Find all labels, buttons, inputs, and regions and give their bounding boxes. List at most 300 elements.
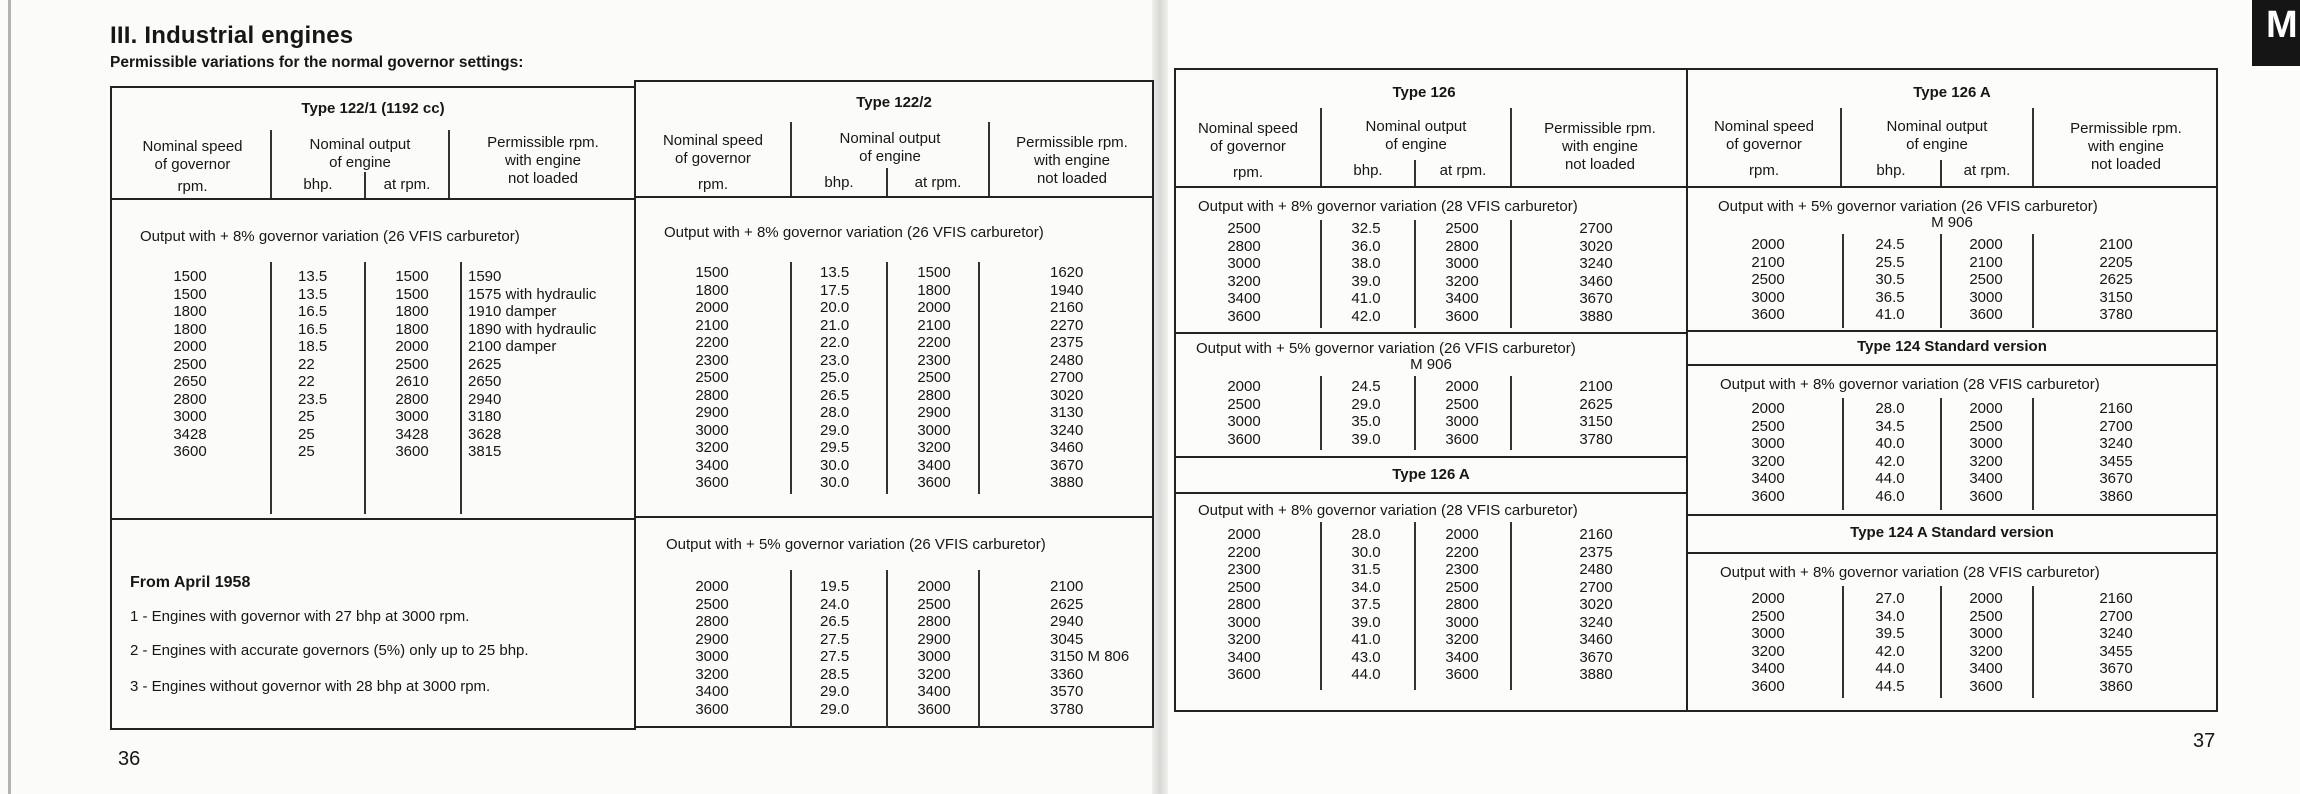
column-bhp	[820, 264, 880, 492]
table-cell: 3600	[1969, 487, 2003, 505]
table-cell: 2500	[1445, 395, 1479, 413]
table-cell: 25.0	[820, 369, 850, 386]
table-cell: 2100 damper	[468, 338, 557, 355]
governor-note-5: Output with + 5% governor variation (26 VFIS carburetor)	[666, 536, 1046, 553]
table-cell: 1500	[173, 285, 207, 303]
table-cell: 22.0	[820, 334, 850, 351]
header-nominal-speed: Nominal speed of governor	[1713, 118, 1815, 153]
table-cell: 3000	[695, 648, 729, 665]
table-cell: 3200	[917, 665, 951, 683]
table-cell: 3600	[395, 443, 429, 460]
table-cell: 23.0	[820, 351, 850, 369]
table-cell: 3600	[695, 700, 729, 718]
from-april-line-2: 2 - Engines with accurate governors (5%) only up to 25 bhp.	[130, 642, 529, 659]
table-cell: 3600	[1969, 677, 2003, 695]
column-speed	[1204, 220, 1284, 325]
table-cell: 2500	[1445, 220, 1479, 237]
table-cell: 3400	[1751, 470, 1785, 487]
header-nominal-output: Nominal output of engine	[309, 136, 411, 171]
table-cell: 2500	[1227, 220, 1261, 237]
table-cell: 1800	[173, 320, 207, 338]
table-cell: 1575 with hydraulic	[468, 285, 597, 303]
table-cell: 16.5	[298, 303, 328, 320]
column-bhp	[820, 578, 880, 718]
governor-note-5: Output with + 5% governor variation (26 VFIS carburetor)	[1718, 198, 2098, 215]
table-cell: 3240	[2099, 435, 2133, 452]
header-nominal-output: Nominal output of engine	[1886, 118, 1988, 153]
table-cell: 2200	[695, 334, 729, 351]
table-cell: 3780	[2099, 306, 2133, 323]
table-cell: 44.0	[1875, 660, 1905, 677]
table-cell: 18.5	[298, 338, 328, 355]
table-cell: 2000	[1969, 590, 2003, 607]
header-permissible-rpm: Permissible rpm. with engine not loaded	[2070, 120, 2182, 173]
table-cell: 3000	[1969, 625, 2003, 642]
section-heading: III. Industrial engines	[110, 22, 354, 49]
table-cell: 3428	[173, 425, 207, 443]
table-cell: 27.0	[1875, 590, 1905, 607]
table-cell: 30.0	[1351, 543, 1381, 561]
header-unit-bhp: bhp.	[1876, 162, 1906, 179]
table-cell: 1800	[695, 281, 729, 299]
table-cell: 3000	[917, 648, 951, 665]
table-cell: 29.0	[820, 683, 850, 700]
rule	[1174, 332, 1688, 334]
table-cell: 3200	[1969, 452, 2003, 470]
table-cell: 25.5	[1875, 253, 1905, 271]
table-cell: 46.0	[1875, 487, 1905, 505]
table-cell: 3780	[1050, 700, 1084, 718]
rule	[1686, 330, 2218, 332]
table-title: Type 124 Standard version	[1857, 338, 2047, 355]
table-cell: 2940	[468, 390, 502, 408]
column-speed	[1728, 400, 1808, 505]
column-speed	[672, 264, 752, 492]
table-cell: 3600	[1751, 677, 1785, 695]
table-cell: 2000	[1751, 236, 1785, 253]
table-cell: 2000	[695, 578, 729, 595]
header-unit-bhp: bhp.	[303, 176, 333, 193]
table-cell: 3240	[1050, 421, 1084, 439]
table-cell: 3428	[395, 425, 429, 443]
table-cell: 3815	[468, 443, 502, 460]
table-cell: 3000	[1227, 255, 1261, 272]
table-cell: 29.0	[820, 421, 850, 439]
rule	[1940, 234, 1942, 328]
column-permissible-rpm	[1050, 578, 1154, 718]
table-cell: 1890 with hydraulic	[468, 320, 597, 338]
table-cell: 2000	[1445, 526, 1479, 543]
table-cell: 36.5	[1875, 288, 1905, 306]
table-cell: 3600	[173, 443, 207, 460]
table-cell: 3600	[1969, 306, 2003, 323]
table-cell: 2900	[917, 630, 951, 648]
table-cell: 2000	[1227, 526, 1261, 543]
table-cell: 3455	[2099, 452, 2133, 470]
table-cell: 2800	[695, 613, 729, 630]
table-cell: 3000	[173, 408, 207, 425]
table-cell: 29.5	[820, 439, 850, 456]
table-cell: 20.0	[820, 299, 850, 316]
table-cell: 2800	[1227, 237, 1261, 255]
column-bhp	[1850, 400, 1930, 505]
rule	[634, 516, 1154, 518]
table-cell: 2200	[1445, 543, 1479, 561]
table-cell: 3400	[1751, 660, 1785, 677]
header-unit-bhp: bhp.	[1353, 162, 1383, 179]
table-cell: 2100	[917, 316, 951, 334]
table-cell: 2100	[2099, 236, 2133, 253]
table-cell: 3780	[1579, 430, 1613, 448]
table-cell: 42.0	[1351, 307, 1381, 325]
table-cell: 39.5	[1875, 625, 1905, 642]
table-cell: 25	[298, 443, 315, 460]
table-cell: 24.5	[1875, 236, 1905, 253]
governor-note-8: Output with + 8% governor variation (28 VFIS carburetor)	[1720, 376, 2100, 393]
table-cell: 3150 M 806	[1050, 648, 1130, 665]
governor-note: Output with + 8% governor variation (26 VFIS carburetor)	[140, 228, 520, 245]
table-cell: 39.0	[1351, 613, 1381, 631]
table-title: Type 126 A	[1392, 466, 1470, 483]
rule	[2032, 234, 2034, 328]
rule	[634, 196, 1154, 198]
table-cell: 2300	[1445, 561, 1479, 578]
rule	[1842, 398, 1844, 510]
column-at-rpm	[1422, 526, 1502, 684]
rule	[1686, 186, 2218, 188]
column-permissible-rpm	[2076, 236, 2156, 324]
header-unit-rpm: rpm.	[1749, 162, 1779, 179]
table-cell: 1940	[1050, 281, 1084, 299]
rule	[270, 262, 272, 514]
table-cell: 1800	[917, 281, 951, 299]
rule	[1174, 456, 1688, 458]
table-cell: 3020	[1579, 596, 1613, 613]
table-cell: 2650	[173, 373, 207, 390]
table-cell: 3400	[695, 683, 729, 700]
table-cell: 2000	[1969, 400, 2003, 417]
table-cell: 2800	[173, 390, 207, 408]
table-cell: 32.5	[1351, 220, 1381, 237]
table-cell: 28.0	[1875, 400, 1905, 417]
column-permissible-rpm	[1556, 220, 1636, 325]
table-cell: 2480	[1579, 561, 1613, 578]
table-cell: 28.0	[1351, 526, 1381, 543]
table-cell: 3200	[1227, 631, 1261, 648]
table-cell: 2500	[1969, 607, 2003, 625]
header-nominal-speed: Nominal speed of governor	[1197, 120, 1299, 155]
table-cell: 2500	[917, 369, 951, 386]
table-cell: 2500	[1445, 578, 1479, 596]
page-edge	[8, 0, 11, 794]
governor-note-8: Output with + 8% governor variation (28 VFIS carburetor)	[1720, 564, 2100, 581]
table-cell: 2000	[1751, 590, 1785, 607]
table-cell: 2700	[1579, 578, 1613, 596]
table-cell: 34.0	[1351, 578, 1381, 596]
table-cell: 29.0	[1351, 395, 1381, 413]
rule	[1510, 220, 1512, 328]
column-permissible-rpm	[2076, 590, 2156, 695]
table-cell: 3600	[1445, 666, 1479, 683]
table-cell: 3600	[695, 474, 729, 491]
table-cell: 3000	[1227, 613, 1261, 631]
table-cell: 42.0	[1875, 452, 1905, 470]
header-unit-at-rpm: at rpm.	[383, 176, 431, 193]
rule	[1686, 552, 2218, 554]
from-april-line-1: 1 - Engines with governor with 27 bhp at 3000 rpm.	[130, 608, 470, 625]
table-cell: 2160	[2099, 400, 2133, 417]
table-cell: 2700	[1050, 369, 1084, 386]
table-cell: 34.5	[1875, 417, 1905, 435]
table-cell: 2100	[695, 316, 729, 334]
table-cell: 3000	[1445, 413, 1479, 430]
rule	[886, 570, 888, 728]
table-cell: 2000	[695, 299, 729, 316]
table-cell: 1910 damper	[468, 303, 557, 320]
table-cell: 41.0	[1351, 631, 1381, 648]
column-speed	[672, 578, 752, 718]
table-cell: 1500	[695, 264, 729, 281]
table-title: Type 126 A	[1913, 84, 1991, 101]
column-at-rpm	[1946, 236, 2026, 324]
header-unit-at-rpm: at rpm.	[1439, 162, 1487, 179]
table-cell: 2300	[917, 351, 951, 369]
governor-note-5: Output with + 5% governor variation (26 VFIS carburetor)	[1196, 340, 1576, 357]
table-cell: 38.0	[1351, 255, 1381, 272]
table-cell: 2205	[2099, 253, 2133, 271]
table-cell: 31.5	[1351, 561, 1381, 578]
column-speed	[1728, 590, 1808, 695]
table-cell: 3200	[1445, 272, 1479, 290]
rule	[364, 262, 366, 514]
table-cell: 27.5	[820, 630, 850, 648]
column-bhp	[1850, 236, 1930, 324]
table-cell: 37.5	[1351, 596, 1381, 613]
table-cell: 2800	[1445, 596, 1479, 613]
table-cell: 43.0	[1351, 648, 1381, 666]
column-speed	[1204, 378, 1284, 448]
from-april-line-3: 3 - Engines without governor with 28 bhp at 3000 rpm.	[130, 678, 491, 695]
table-cell: 28.0	[820, 404, 850, 421]
table-cell: 3670	[1579, 290, 1613, 307]
table-cell: 3600	[917, 700, 951, 718]
table-cell: 3240	[2099, 625, 2133, 642]
rule	[1686, 364, 2218, 366]
table-cell: 3200	[1227, 272, 1261, 290]
table-cell: 2800	[1445, 237, 1479, 255]
table-cell: 3200	[1751, 642, 1785, 660]
rule	[1414, 522, 1416, 690]
table-cell: 30.5	[1875, 271, 1905, 288]
column-speed	[1204, 526, 1284, 684]
table-cell: 3000	[1751, 625, 1785, 642]
table-cell: 3020	[1579, 237, 1613, 255]
table-cell: 1500	[395, 268, 429, 285]
column-permissible-rpm	[1556, 526, 1636, 684]
table-cell: 44.0	[1875, 470, 1905, 487]
column-speed	[1728, 236, 1808, 324]
table-cell: 3200	[1969, 642, 2003, 660]
table-cell: 13.5	[298, 268, 328, 285]
table-cell: 2900	[695, 404, 729, 421]
column-at-rpm	[1422, 220, 1502, 325]
header-nominal-speed: Nominal speed of governor	[142, 138, 243, 173]
table-cell: 2200	[917, 334, 951, 351]
table-cell: 2100	[1579, 378, 1613, 395]
table-cell: 36.0	[1351, 237, 1381, 255]
table-cell: 2625	[2099, 271, 2133, 288]
table-cell: 2375	[1579, 543, 1613, 561]
table-cell: 3670	[2099, 660, 2133, 677]
column-permissible-rpm	[1556, 378, 1636, 448]
section-subheading: Permissible variations for the normal governor settings:	[110, 54, 524, 71]
rule	[460, 262, 462, 514]
table-cell: 1800	[395, 303, 429, 320]
table-cell: 3400	[1227, 648, 1261, 666]
table-cell: 3000	[1751, 435, 1785, 452]
table-cell: 2500	[1751, 271, 1785, 288]
table-cell: 41.0	[1351, 290, 1381, 307]
table-cell: 28.5	[820, 665, 850, 683]
page-number: 36	[118, 748, 141, 770]
table-cell: 3600	[1751, 306, 1785, 323]
table-cell: 2500	[1227, 395, 1261, 413]
table-cell: 2160	[1579, 526, 1613, 543]
table-cell: 2300	[695, 351, 729, 369]
table-cell: 3400	[1445, 290, 1479, 307]
table-cell: 2650	[468, 373, 502, 390]
column-at-rpm	[894, 264, 974, 492]
table-cell: 3400	[695, 456, 729, 474]
table-cell: 3670	[2099, 470, 2133, 487]
table-cell: 2700	[1579, 220, 1613, 237]
header-permissible-rpm: Permissible rpm. with engine not loaded	[1016, 134, 1128, 187]
table-cell: 3200	[917, 439, 951, 456]
rule	[790, 570, 792, 728]
table-cell: 2500	[1969, 417, 2003, 435]
table-cell: 3360	[1050, 665, 1084, 683]
table-cell: 3460	[1579, 631, 1613, 648]
table-cell: 2625	[1050, 595, 1084, 613]
table-cell: 40.0	[1875, 435, 1905, 452]
table-cell: 2100	[1751, 253, 1785, 271]
rule	[1174, 186, 1688, 188]
table-cell: 2940	[1050, 613, 1084, 630]
table-cell: 3000	[1969, 435, 2003, 452]
governor-note-8: Output with + 8% governor variation (28 VFIS carburetor)	[1198, 502, 1578, 519]
column-at-rpm	[894, 578, 974, 718]
header-permissible-rpm: Permissible rpm. with engine not loaded	[1544, 120, 1656, 173]
table-title: Type 126	[1392, 84, 1456, 101]
table-cell: 2500	[395, 355, 429, 373]
table-cell: 3150	[1579, 413, 1613, 430]
table-cell: 3670	[1050, 456, 1084, 474]
rule	[2032, 586, 2034, 698]
header-unit-rpm: rpm.	[1233, 164, 1263, 181]
table-cell: 3860	[2099, 677, 2133, 695]
table-cell: 42.0	[1875, 642, 1905, 660]
table-cell: 24.5	[1351, 378, 1381, 395]
rule	[110, 198, 636, 200]
table-cell: 22	[298, 355, 315, 373]
table-cell: 2800	[1227, 596, 1261, 613]
table-cell: 3460	[1050, 439, 1084, 456]
table-cell: 2000	[917, 578, 951, 595]
table-cell: 2610	[395, 373, 429, 390]
table-cell: 3670	[1579, 648, 1613, 666]
column-bhp	[1326, 220, 1406, 325]
column-bhp	[1326, 378, 1406, 448]
table-cell: 3600	[1445, 430, 1479, 448]
rule	[1686, 514, 2218, 516]
table-cell: 13.5	[820, 264, 850, 281]
table-cell: 19.5	[820, 578, 850, 595]
rule	[978, 262, 980, 494]
table-cell: 3180	[468, 408, 502, 425]
table-cell: 3860	[2099, 487, 2133, 505]
header-nominal-speed: Nominal speed of governor	[662, 132, 764, 167]
table-cell: 2500	[1227, 578, 1261, 596]
table-cell: 13.5	[298, 285, 328, 303]
table-cell: 3460	[1579, 272, 1613, 290]
table-cell: 2000	[1445, 378, 1479, 395]
rule	[1414, 220, 1416, 328]
column-permissible-rpm	[1050, 264, 1150, 492]
table-cell: 3400	[917, 456, 951, 474]
rule	[1174, 492, 1688, 494]
table-cell: 25	[298, 425, 315, 443]
rule	[1842, 586, 1844, 698]
table-cell: 2500	[695, 369, 729, 386]
table-cell: 29.0	[820, 700, 850, 718]
table-cell: 2000	[1227, 378, 1261, 395]
column-speed	[150, 268, 230, 461]
table-cell: 3600	[1227, 307, 1261, 325]
table-cell: 3000	[395, 408, 429, 425]
table-cell: 2700	[2099, 417, 2133, 435]
table-cell: 1500	[917, 264, 951, 281]
table-cell: 3200	[1445, 631, 1479, 648]
table-cell: 3628	[468, 425, 502, 443]
table-cell: 44.5	[1875, 677, 1905, 695]
table-cell: 3000	[1445, 613, 1479, 631]
rule	[1510, 522, 1512, 690]
table-cell: 16.5	[298, 320, 328, 338]
rule	[1940, 398, 1942, 510]
column-permissible-rpm	[2076, 400, 2156, 505]
table-title: Type 122/2	[856, 94, 932, 111]
column-permissible-rpm	[468, 268, 636, 461]
table-cell: 3130	[1050, 404, 1084, 421]
from-april-title: From April 1958	[130, 574, 251, 591]
table-cell: 2500	[1751, 417, 1785, 435]
table-cell: 2700	[2099, 607, 2133, 625]
table-cell: 30.0	[820, 474, 850, 491]
header-unit-bhp: bhp.	[824, 174, 854, 191]
column-at-rpm	[372, 268, 452, 461]
table-cell: 3455	[2099, 642, 2133, 660]
table-cell: 26.5	[820, 386, 850, 404]
header-unit-at-rpm: at rpm.	[914, 174, 962, 191]
column-bhp	[1850, 590, 1930, 695]
table-cell: 3600	[1227, 430, 1261, 448]
table-cell: 34.0	[1875, 607, 1905, 625]
header-unit-at-rpm: at rpm.	[1963, 162, 2011, 179]
table-cell: 26.5	[820, 613, 850, 630]
table-cell: 22	[298, 373, 315, 390]
rule	[1320, 522, 1322, 690]
rule	[1842, 234, 1844, 328]
